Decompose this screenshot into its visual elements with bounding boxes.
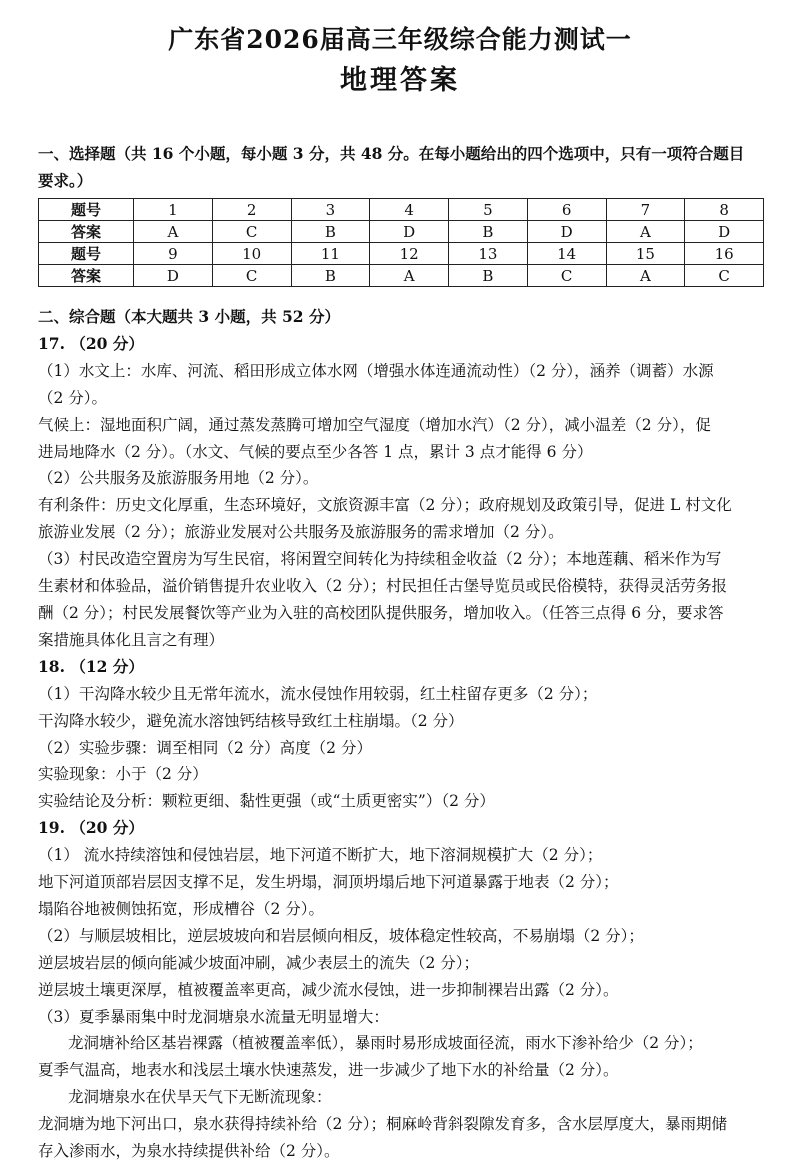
answer-cell: A [370, 265, 449, 287]
answer-line: 龙洞塘补给区基岩裸露（植被覆盖率低），暴雨时易形成坡面径流，雨水下渗补给少（2 分）； [68, 1034, 703, 1053]
answer-line: 旅游业发展（2 分）；旅游业发展对公共服务及旅游服务的需求增加（2 分）。 [38, 523, 564, 542]
answer-line: （2）实验步骤：调至相同（2 分）高度（2 分） [38, 738, 372, 757]
answer-cell: A [134, 221, 213, 243]
answer-line: 逆层坡岩层的倾向能减少坡面冲刷，减少表层土的流失（2 分）； [38, 953, 480, 972]
question-number-cell: 1 [134, 199, 213, 221]
question-number-cell: 12 [370, 243, 449, 265]
answer-table [38, 198, 764, 287]
question-number-cell: 6 [527, 199, 606, 221]
answer-line: 实验现象：小于（2 分） [38, 765, 208, 784]
answer-line: 有利条件：历史文化厚重，生态环境好，文旅资源丰富（2 分）；政府规划及政策引导，促进 L 村文化 [38, 496, 732, 515]
answer-cell: C [685, 265, 764, 287]
answer-line: 实验结论及分析：颗粒更细、黏性更强（或“土质更密实”）（2 分） [38, 792, 495, 811]
answer-line: （1） 流水持续溶蚀和侵蚀岩层，地下河道不断扩大，地下溶洞规模扩大（2 分）； [38, 846, 603, 865]
answer-table-row [39, 199, 764, 221]
answer-cell: C [212, 221, 291, 243]
question-number-cell: 2 [212, 199, 291, 221]
question-number-cell: 4 [370, 199, 449, 221]
answer-line: 案措施具体化且言之有理） [38, 630, 225, 649]
answer-line: 龙洞塘为地下河出口，泉水获得持续补给（2 分）；桐麻岭背斜裂隙发育多，含水层厚度大，暴雨期储 [38, 1115, 728, 1134]
question-number-cell: 16 [685, 243, 764, 265]
answer-line: 龙洞塘泉水在伏旱天气下无断流现象： [68, 1088, 332, 1107]
answer-cell: A [606, 221, 685, 243]
answer-line: 干沟降水较少，避免流水溶蚀钙结核导致红土柱崩塌。（2 分） [38, 711, 464, 730]
answer-cell: D [685, 221, 764, 243]
answer-cell: C [527, 265, 606, 287]
section2-heading: 二、综合题（本大题共 3 小题，共 52 分） [38, 307, 340, 326]
answer-line: 生素材和体验品，溢价销售提升农业收入（2 分）；村民担任古堡导览员或民俗模特，获得灵活劳务报 [38, 577, 728, 596]
question-number-cell: 5 [449, 199, 528, 221]
answer-cell: A [606, 265, 685, 287]
question-number-header: 题号 [39, 199, 134, 221]
answer-subtitle: 地理答案 [340, 65, 460, 96]
question-17-heading: 17. （20 分） [38, 333, 144, 353]
answer-line: 逆层坡土壤更深厚，植被覆盖率更高，减少流水侵蚀，进一步抑制裸岩出露（2 分）。 [38, 980, 619, 999]
question-number-cell: 3 [291, 199, 370, 221]
question-number-cell: 8 [685, 199, 764, 221]
answer-line: 夏季气温高，地表水和浅层土壤水快速蒸发，进一步减少了地下水的补给量（2 分）。 [38, 1061, 619, 1080]
answer-header: 答案 [39, 265, 134, 287]
answer-cell: B [449, 221, 528, 243]
answer-line: （2 分）。 [38, 388, 108, 407]
answer-line: （2）公共服务及旅游服务用地（2 分）。 [38, 469, 319, 488]
answer-line: 地下河道顶部岩层因支撑不足，发生坍塌，洞顶坍塌后地下河道暴露于地表（2 分）； [38, 873, 619, 892]
answer-cell: D [370, 221, 449, 243]
section1-heading [38, 140, 778, 194]
answer-cell: D [527, 221, 606, 243]
answer-line: 进局地降水（2 分）。（水文、气候的要点至少各答 1 点，累计 3 点才能得 6 分） [38, 442, 593, 461]
section1-heading-line1: 一、选择题（共 16 个小题，每小题 3 分，共 48 分。在每小题给出的四个选项中，只有一项符合题目 [38, 144, 745, 163]
answer-line: （3）夏季暴雨集中时龙洞塘泉水流量无明显增大： [38, 1007, 389, 1026]
question-number-cell: 13 [449, 243, 528, 265]
answer-line: 气候上：湿地面积广阔，通过蒸发蒸腾可增加空气湿度（增加水汽）（2 分），减小温差（2 分），促 [38, 415, 711, 434]
exam-title: 广东省2026届高三年级综合能力测试一 [168, 25, 632, 54]
answer-cell: C [212, 265, 291, 287]
answer-cell: B [449, 265, 528, 287]
question-19-heading: 19. （20 分） [38, 818, 144, 838]
answer-table-row [39, 221, 764, 243]
answer-table-row [39, 265, 764, 287]
question-18-heading: 18. （12 分） [38, 656, 144, 676]
answer-cell: D [134, 265, 213, 287]
question-number-cell: 15 [606, 243, 685, 265]
answer-body [38, 304, 778, 1165]
answer-line: 塌陷谷地被侧蚀拓宽，形成槽谷（2 分）。 [38, 899, 325, 918]
question-number-cell: 7 [606, 199, 685, 221]
answer-line: （1）干沟降水较少且无常年流水，流水侵蚀作用较弱，红土柱留存更多（2 分）； [38, 684, 598, 703]
answer-cell: B [291, 265, 370, 287]
answer-line: （2）与顺层坡相比，逆层坡坡向和岩层倾向相反，坡体稳定性较高，不易崩塌（2 分）； [38, 926, 644, 945]
answer-line: （3）村民改造空置房为写生民宿，将闲置空间转化为持续租金收益（2 分）；本地莲藕、稻米作为写 [38, 550, 722, 569]
answer-line: 酬（2 分）；村民发展餐饮等产业为入驻的高校团队提供服务，增加收入。（任答三点得 6 分，要求答 [38, 603, 724, 622]
question-number-cell: 14 [527, 243, 606, 265]
section1-heading-line2: 要求。） [38, 171, 93, 190]
question-number-cell: 11 [291, 243, 370, 265]
answer-header: 答案 [39, 221, 134, 243]
question-number-header: 题号 [39, 243, 134, 265]
question-number-cell: 9 [134, 243, 213, 265]
answer-line: 存入渗雨水，为泉水持续提供补给（2 分）。 [38, 1142, 340, 1161]
answer-cell: B [291, 221, 370, 243]
answer-table-row [39, 243, 764, 265]
question-number-cell: 10 [212, 243, 291, 265]
answer-line: （1）水文上：水库、河流、稻田形成立体水网（增强水体连通流动性）（2 分），涵养（调蓄）水源 [38, 361, 714, 380]
